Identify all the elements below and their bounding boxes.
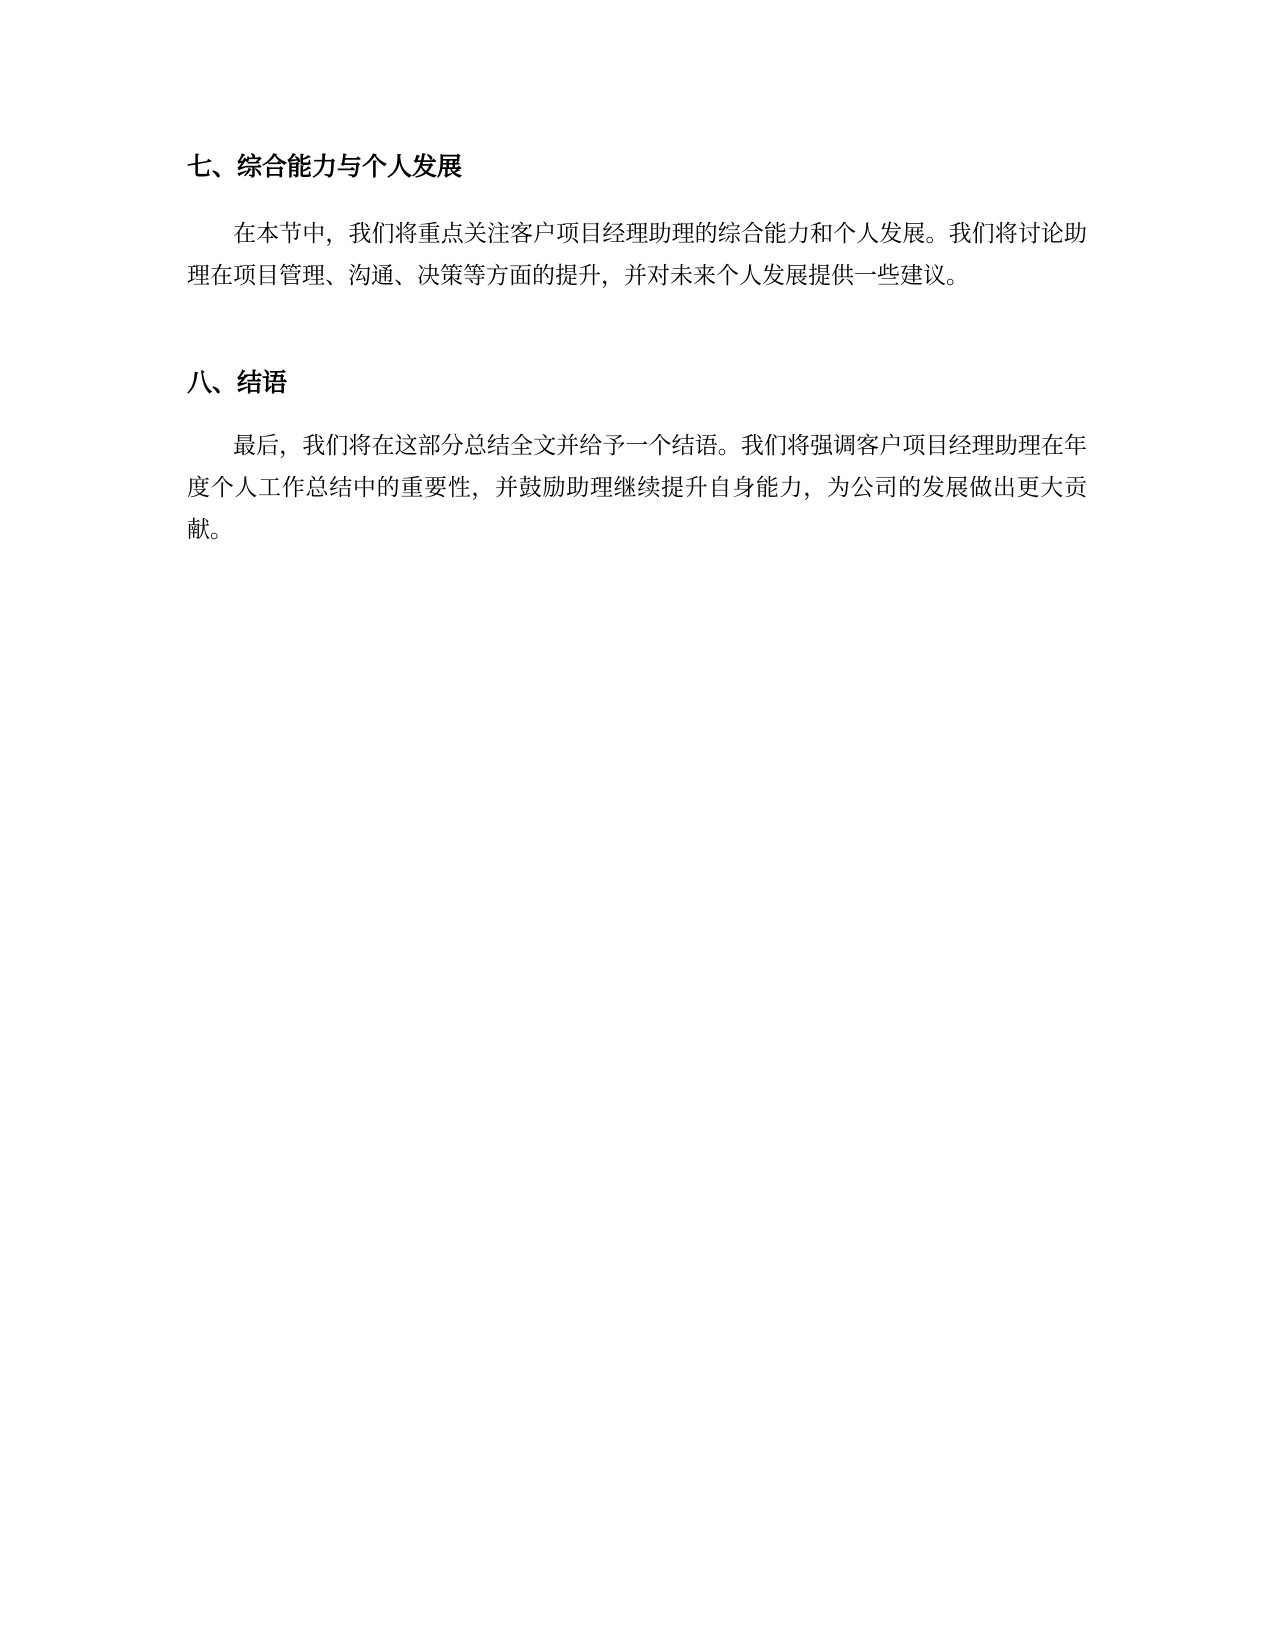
section-paragraph: 最后，我们将在这部分总结全文并给予一个结语。我们将强调客户项目经理助理在年度个人工作总结中的重要性，并鼓励助理继续提升自身能力，为公司的发展做出更大贡献。 [187,433,1087,543]
section-heading: 七、综合能力与个人发展 [187,152,463,181]
section-heading: 八、结语 [187,368,288,397]
section-conclusion [187,367,1087,551]
section-paragraph: 在本节中，我们将重点关注客户项目经理助理的综合能力和个人发展。我们将讨论助理在项目管理、沟通、决策等方面的提升，并对未来个人发展提供一些建议。 [187,221,1087,289]
section-comprehensive-ability [187,151,1087,297]
